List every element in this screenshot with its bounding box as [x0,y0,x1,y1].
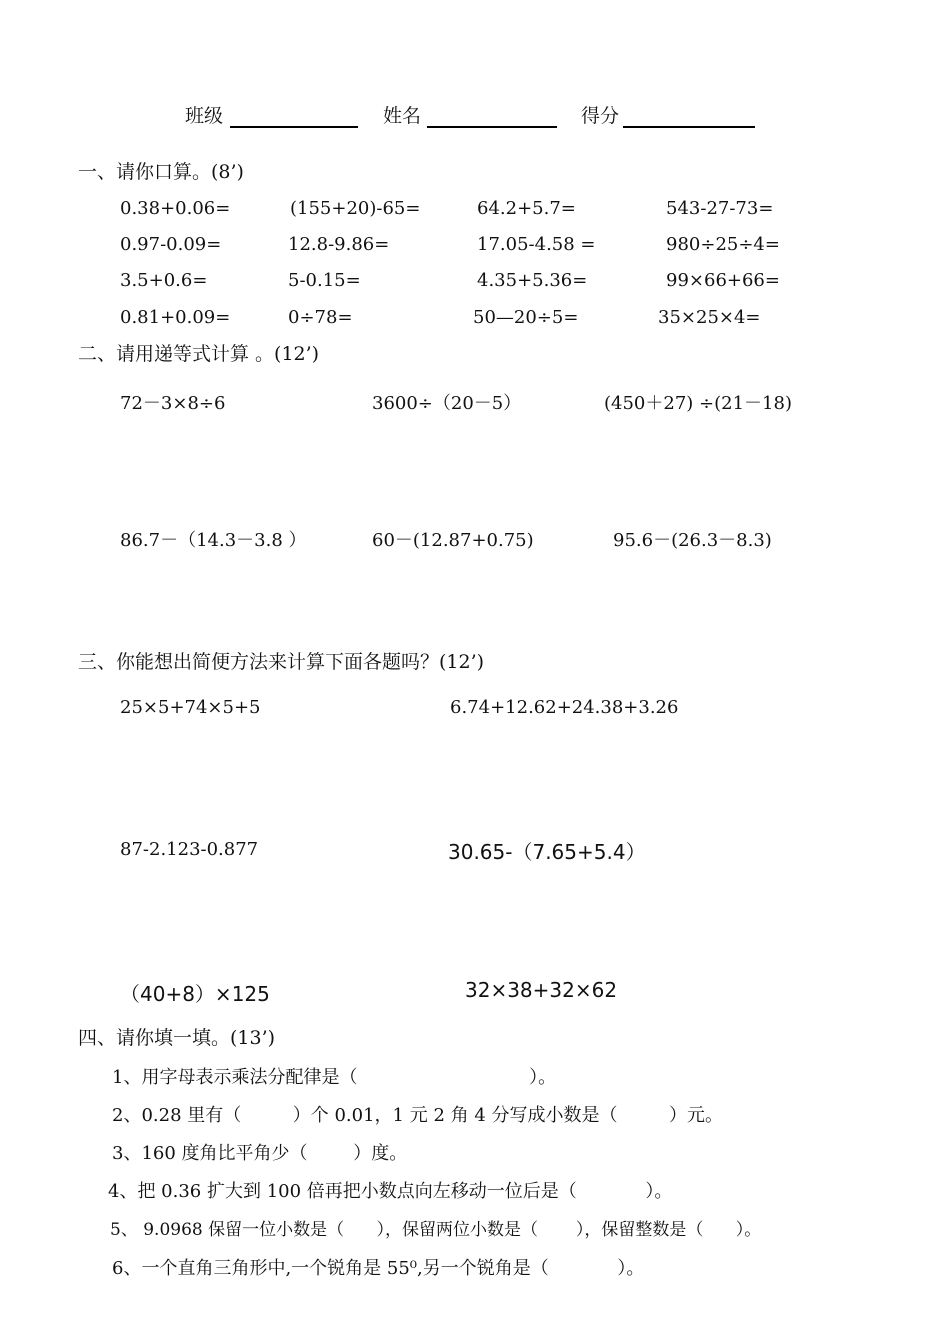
class-blank[interactable] [230,106,358,128]
problem: 95.6－(26.3－8.3) [613,530,772,551]
score-blank[interactable] [623,106,755,128]
problem: 980÷25÷4= [666,234,780,255]
score-label: 得分 [581,105,620,127]
problem: 25×5+74×5+5 [120,697,261,718]
problem: 3.5+0.6= [120,270,208,291]
problem: 50—20÷5= [473,307,579,328]
problem: 0.38+0.06= [120,198,231,219]
fill-in-item: 6、一个直角三角形中,一个锐角是 55⁰,另一个锐角是（ ）。 [112,1258,645,1279]
problem: 35×25×4= [658,307,761,328]
section-title: 四、请你填一填。(13’) [78,1027,276,1049]
problem: 32×38+32×62 [465,978,618,1002]
problem: 0.97-0.09= [120,234,222,255]
problem: 4.35+5.36= [477,270,588,291]
problem: 99×66+66= [666,270,780,291]
problem: 87-2.123-0.877 [120,839,259,860]
fill-in-item: 5、 9.0968 保留一位小数是（ ），保留两位小数是（ ），保留整数是（ ）。 [110,1220,762,1240]
problem: 86.7－（14.3－3.8 ） [120,530,307,551]
problem: (155+20)-65= [290,198,421,219]
problem: 12.8-9.86= [288,234,390,255]
fill-in-item: 2、0.28 里有（ ）个 0.01，1 元 2 角 4 分写成小数是（ ）元。 [112,1105,724,1126]
problem: 0.81+0.09= [120,307,231,328]
problem: 543-27-73= [666,198,774,219]
problem: （40+8）×125 [120,982,270,1006]
section-title: 二、请用递等式计算 。(12’) [78,343,320,365]
problem: 5-0.15= [288,270,361,291]
name-blank[interactable] [427,106,557,128]
problem: 60－(12.87+0.75) [372,530,534,551]
problem: (450＋27) ÷(21－18) [604,393,792,414]
problem: 17.05-4.58 = [477,234,596,255]
problem: 64.2+5.7= [477,198,576,219]
name-label: 姓名 [383,105,422,127]
problem: 30.65-（7.65+5.4） [448,840,646,864]
problem: 0÷78= [288,307,353,328]
problem: 3600÷（20－5） [372,393,522,414]
fill-in-item: 3、160 度角比平角少（ ）度。 [112,1143,408,1164]
fill-in-item: 1、用字母表示乘法分配律是（ ）。 [112,1067,557,1088]
problem: 72－3×8÷6 [120,393,226,414]
section-title: 三、你能想出简便方法来计算下面各题吗？(12’) [78,651,485,673]
section-title: 一、请你口算。(8’) [78,161,244,183]
fill-in-item: 4、把 0.36 扩大到 100 倍再把小数点向左移动一位后是（ ）。 [108,1181,673,1202]
problem: 6.74+12.62+24.38+3.26 [450,697,679,718]
class-label: 班级 [185,105,224,127]
